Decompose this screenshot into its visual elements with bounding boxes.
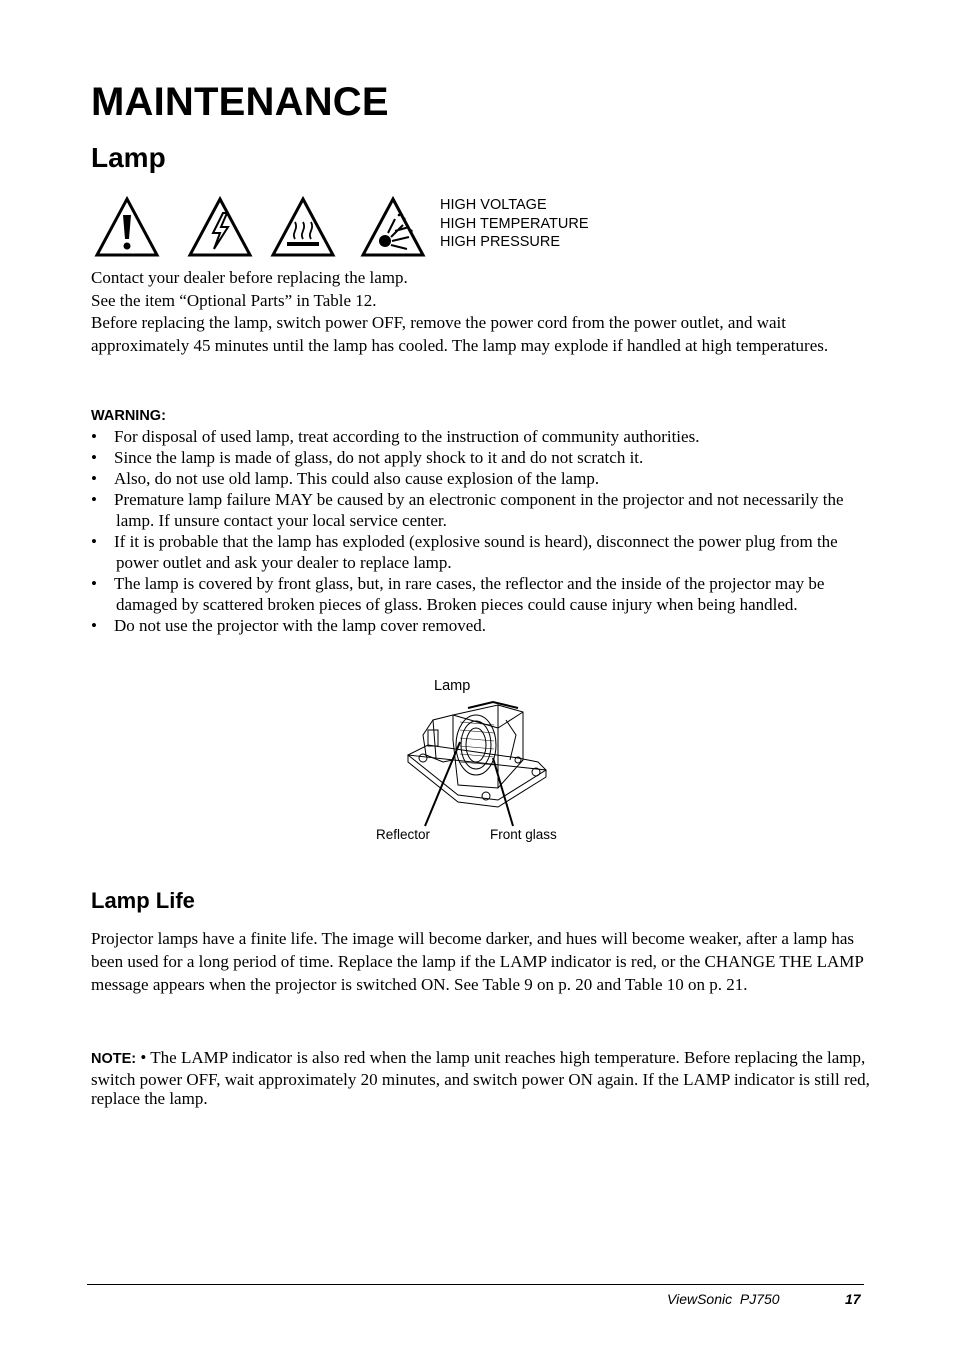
note-text: The LAMP indicator is also red when the lamp unit reaches high temperature. Before replacing the lamp, switch power OFF, wait approximately 20 minutes, and switch power ON again. If the LAMP indicator is still red, replace the lamp.: [91, 1048, 870, 1108]
page-title: MAINTENANCE: [91, 80, 389, 124]
hazard-icons-row: [93, 195, 433, 259]
warning-heading: WARNING:: [91, 408, 166, 424]
bullet: •: [91, 427, 97, 446]
general-warning-icon: [97, 199, 157, 255]
bullet: •: [91, 448, 97, 467]
intro-line-1: Contact your dealer before replacing the lamp.: [91, 268, 408, 287]
hazard-labels: [440, 196, 589, 252]
warning-list: [91, 426, 871, 636]
intro-line-2: See the item “Optional Parts” in Table 12.: [91, 290, 377, 310]
note-bullet: •: [140, 1048, 147, 1067]
hazard-label-temperature: HIGH TEMPERATURE: [440, 216, 589, 232]
list-item: • Do not use the projector with the lamp cover removed.: [91, 616, 486, 635]
hot-surface-icon: [273, 199, 333, 255]
section-title-lamp: Lamp: [91, 142, 166, 173]
figure-label-lamp: Lamp: [434, 678, 471, 694]
hazard-label-voltage: HIGH VOLTAGE: [440, 197, 547, 213]
list-item: • Since the lamp is made of glass, do not apply shock to it and do not scratch it.: [91, 448, 644, 467]
lamp-life-body: Projector lamps have a finite life. The image will become darker, and hues will become weaker, after a lamp has been used for a long period of time. Replace the lamp if the LAMP indicator is red, or the CHANGE THE LAMP message appears when the projector is switched ON. See Table 9 on p. 20 and Table 10 on p. 21.: [91, 929, 864, 994]
footer-brand: ViewSonic PJ750: [667, 1291, 780, 1307]
bullet: •: [91, 616, 97, 635]
electric-shock-icon: [190, 199, 250, 255]
list-item: • If it is probable that the lamp has exploded (explosive sound is heard), disconnect the power plug from the power outlet and ask your dealer to replace lamp.: [91, 532, 838, 572]
explosion-hazard-icon: [363, 199, 423, 255]
note-block: [91, 1048, 871, 1109]
lamp-life-text: [91, 927, 866, 996]
list-item: • Also, do not use old lamp. This could also cause explosion of the lamp.: [91, 469, 600, 488]
bullet: •: [91, 469, 97, 488]
hazard-label-pressure: HIGH PRESSURE: [440, 234, 561, 250]
intro-text: [91, 267, 866, 357]
list-item: • The lamp is covered by front glass, but, in rare cases, the reflector and the inside of the projector may be damaged by scattered broken pieces of glass. Broken pieces could cause injury when being handled.: [91, 574, 825, 614]
section-title-lamp-life: Lamp Life: [91, 888, 195, 913]
list-item: • For disposal of used lamp, treat according to the instruction of community authorities.: [91, 427, 700, 446]
bullet: •: [91, 574, 97, 593]
lamp-unit-drawing: [398, 700, 556, 828]
intro-line-3: Before replacing the lamp, switch power OFF, remove the power cord from the power outlet, and wait approximately 45 minutes until the lamp has cooled. The lamp may explode if handled at high temperatures.: [91, 313, 829, 355]
footer-page-number: 17: [845, 1291, 861, 1307]
footer-divider: [87, 1284, 864, 1285]
figure-label-front-glass: Front glass: [490, 827, 557, 842]
figure-label-reflector: Reflector: [376, 827, 431, 842]
bullet: •: [91, 532, 97, 551]
list-item: • Premature lamp failure MAY be caused by an electronic component in the projector and not necessarily the lamp. If unsure contact your local service center.: [91, 490, 844, 530]
bullet: •: [91, 490, 97, 509]
note-heading: NOTE:: [91, 1051, 137, 1067]
